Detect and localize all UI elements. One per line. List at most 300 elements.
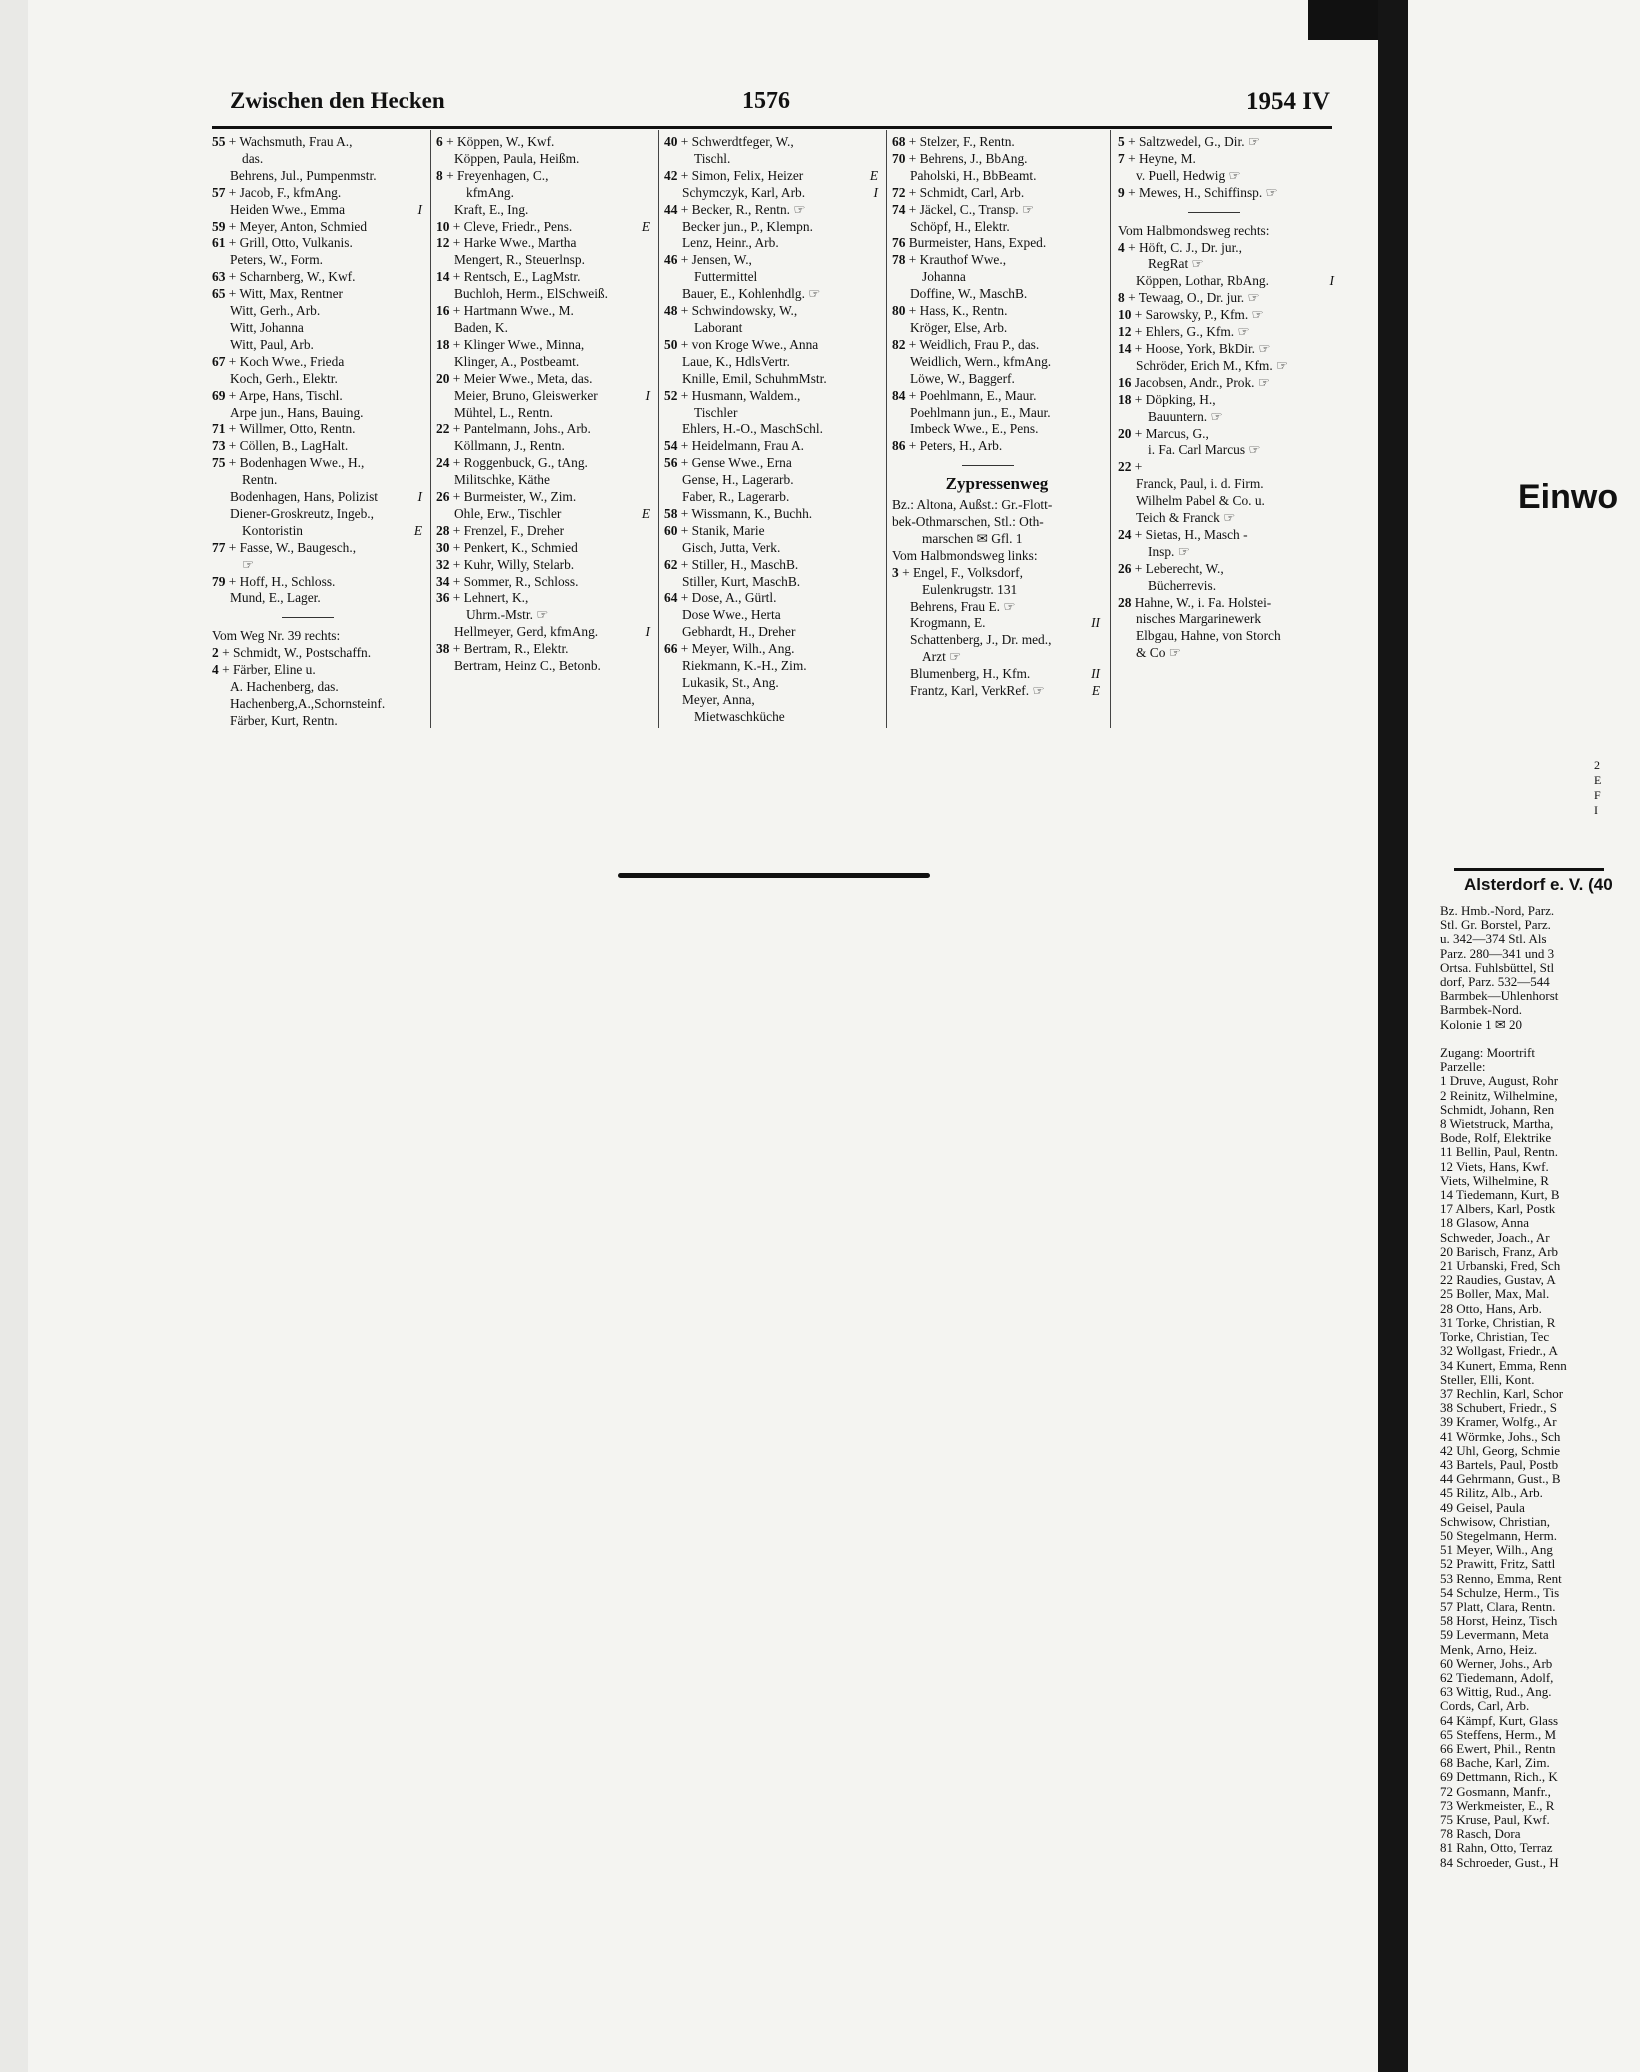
directory-entry [664,405,880,422]
entry-text: + Mewes, H., Schiffinsp. ☞ [1128,184,1278,200]
entry-text: Militschke, Käthe [454,472,550,488]
entry-text: Peters, W., Form. [230,252,323,268]
directory-entry [1118,256,1336,273]
house-number: 10 [436,218,450,234]
directory-entry [1118,628,1336,645]
directory-entry [664,388,880,405]
directory-entry [212,421,424,438]
facing-page-line: 25 Boller, Max, Mal. [1440,1286,1550,1302]
entry-text: Arzt ☞ [922,649,962,665]
directory-entry [212,320,424,337]
directory-entry [892,303,1102,320]
entry-text: + Klinger Wwe., Minna, [452,336,585,352]
directory-entry [1118,392,1336,409]
facing-page-line: 53 Renno, Emma, Rent [1440,1570,1562,1586]
entry-text: Jacobsen, Andr., Prok. ☞ [1134,374,1270,390]
facing-page-line: 22 Raudies, Gustav, A [1440,1272,1556,1288]
entry-text: Ohle, Erw., Tischler [454,505,562,521]
entry-text: Meier, Bruno, Gleiswerker [454,387,598,403]
directory-entry [892,565,1102,582]
directory-entry [212,590,424,607]
entry-text: Schröder, Erich M., Kfm. ☞ [1136,357,1289,373]
house-number: 48 [664,303,678,319]
directory-entry [1118,273,1336,290]
directory-entry [436,489,652,506]
entry-text: Witt, Johanna [230,319,304,335]
entry-text: + Roggenbuck, G., tAng. [452,455,588,471]
page-header [230,88,1330,122]
facing-page-line: Ortsa. Fuhlsbüttel, Stl [1440,959,1555,975]
facing-page-line: u. 342—374 Stl. Als [1440,931,1547,947]
directory-entry [212,134,424,151]
entry-text: + Penkert, K., Schmied [452,539,578,555]
directory-entry [664,692,880,709]
entry-text: + Krauthof Wwe., [908,252,1007,268]
entry-text: Insp. ☞ [1148,543,1190,559]
directory-entry [664,286,880,303]
facing-page-line: Steller, Elli, Kont. [1440,1371,1535,1387]
house-number: 72 [892,184,906,200]
facing-page-line: 32 Wollgast, Friedr., A [1440,1343,1558,1359]
entry-text: Mund, E., Lager. [230,590,321,606]
entry-text: Färber, Kurt, Rentn. [230,712,338,728]
facing-page-line: Schweder, Joach., Ar [1440,1229,1550,1245]
directory-entry [212,679,424,696]
directory-entry [664,168,880,185]
directory-entry [664,185,880,202]
directory-entry [436,624,652,641]
directory-entry [212,252,424,269]
house-number: 10 [1118,307,1132,323]
street-heading [892,476,1102,493]
directory-entry [1118,223,1336,240]
house-number: 52 [664,387,678,403]
directory-entry [212,405,424,422]
page-number: 1576 [742,88,790,114]
directory-entry [892,421,1102,438]
facing-page-line: 68 Bache, Karl, Zim. [1440,1755,1550,1771]
house-number: 36 [436,590,450,606]
directory-entry [212,269,424,286]
directory-entry [1118,493,1336,510]
entry-text: + Dose, A., Gürtl. [680,590,777,606]
house-number: 57 [212,184,226,200]
facing-page-fragment: F [1594,788,1601,802]
entry-text: Mühtel, L., Rentn. [454,404,553,420]
entry-text: Frantz, Karl, VerkRef. ☞ [910,683,1045,699]
entry-text: + Cöllen, B., LagHalt. [228,438,349,454]
house-number: 24 [1118,526,1132,542]
house-number: 84 [892,387,906,403]
entry-text: Meyer, Anna, [682,691,755,707]
entry-text: Doffine, W., MaschB. [910,286,1028,302]
directory-entry [664,574,880,591]
entry-text: Arpe jun., Hans, Bauing. [230,404,364,420]
directory-entry [436,455,652,472]
directory-entry [664,540,880,557]
directory-entry [436,337,652,354]
facing-page-line: 65 Steffens, Herm., M [1440,1726,1557,1742]
directory-entry [436,185,652,202]
entry-text: + Schmidt, W., Postschaffn. [222,645,372,661]
book-gutter [1378,0,1408,2072]
facing-page-line: 75 Kruse, Paul, Kwf. [1440,1812,1550,1827]
entry-text: Mietwaschküche [694,708,785,724]
column-2 [436,134,652,675]
entry-text: + Wachsmuth, Frau A., [228,134,353,149]
entry-text: + Fasse, W., Baugesch., [228,539,357,555]
directory-entry [892,320,1102,337]
entry-text: Gense, H., Lagerarb. [682,472,794,488]
entry-text: Burmeister, Hans, Exped. [908,235,1047,251]
house-number: 71 [212,421,226,437]
entry-text: Laborant [694,319,743,335]
house-number: 54 [664,438,678,454]
facing-page-line: Kolonie 1 ✉ 20 [1440,1016,1523,1032]
entry-text: bek-Othmarschen, Stl.: Oth- [892,514,1044,530]
directory-entry [436,641,652,658]
directory-entry [436,523,652,540]
directory-entry [212,645,424,662]
floor-mark: E [1091,683,1100,699]
facing-page-line: 17 Albers, Karl, Postk [1440,1201,1556,1217]
directory-entry [1118,341,1336,358]
directory-entry [1118,185,1336,202]
directory-entry [436,540,652,557]
entry-text: + Weidlich, Frau P., das. [908,336,1040,352]
house-number: 69 [212,387,226,403]
entry-text: + Köppen, W., Kwf. [446,134,555,149]
directory-entry [892,185,1102,202]
entry-text: Teich & Franck ☞ [1136,510,1236,526]
directory-entry [436,421,652,438]
facing-page-listing [1440,904,1640,1870]
directory-entry [892,531,1102,548]
entry-text: Rentn. [242,472,278,488]
directory-entry [212,303,424,320]
facing-page-line: Stl. Gr. Borstel, Parz. [1440,917,1551,933]
house-number: 79 [212,573,226,589]
entry-text: Wilhelm Pabel & Co. u. [1136,493,1265,509]
entry-text: Hahne, W., i. Fa. Holstei- [1134,594,1272,610]
entry-text: + Behrens, J., BbAng. [908,150,1028,166]
house-number: 75 [212,455,226,471]
column-1 [212,134,424,730]
directory-entry [436,607,652,624]
entry-text: + Jäckel, C., Transp. ☞ [908,201,1034,217]
directory-entry [664,303,880,320]
entry-text: + Meyer, Wilh., Ang. [680,641,795,657]
entry-text: + Sommer, R., Schloss. [452,573,579,589]
entry-text: Johanna [922,269,966,285]
directory-entry [664,320,880,337]
entry-text: Becker jun., P., Klempn. [682,218,813,234]
floor-mark: II [1091,615,1100,631]
entry-text: Kraft, E., Ing. [454,201,529,217]
floor-mark: I [645,624,650,640]
house-number: 50 [664,336,678,352]
entry-text: das. [242,150,264,166]
entry-text: + Sietas, H., Masch - [1134,526,1248,542]
column-4 [892,134,1102,700]
house-number: 59 [212,218,226,234]
directory-entry [436,557,652,574]
directory-entry [212,506,424,523]
directory-entry [664,709,880,726]
facing-page-line: 54 Schulze, Herm., Tis [1440,1584,1560,1600]
entry-text: + Färber, Eline u. [222,662,316,678]
house-number: 70 [892,150,906,166]
directory-entry [1118,240,1336,257]
directory-entry [212,388,424,405]
directory-entry [892,599,1102,616]
facing-page-line: 50 Stegelmann, Herm. [1440,1527,1557,1543]
directory-entry [664,607,880,624]
entry-text: kfmAng. [466,184,514,200]
entry-text: ☞ [242,556,255,572]
facing-page-line: 59 Levermann, Meta [1440,1627,1549,1643]
house-number: 58 [664,505,678,521]
directory-entry [892,582,1102,599]
facing-page-line: Menk, Arno, Heiz. [1440,1641,1538,1657]
entry-text: marschen ✉ Gfl. 1 [922,530,1023,546]
house-number: 9 [1118,184,1125,200]
entry-text: + Marcus, G., [1134,425,1209,441]
directory-entry [892,666,1102,683]
directory-entry [892,235,1102,252]
directory-entry [664,151,880,168]
directory-entry [1118,578,1336,595]
facing-page-line: 20 Barisch, Franz, Arb [1440,1243,1559,1259]
house-number: 28 [436,522,450,538]
directory-entry [664,421,880,438]
directory-entry [892,683,1102,700]
house-number: 60 [664,522,678,538]
column-divider [658,130,659,728]
facing-page-heading: Einwo [1518,478,1619,516]
directory-entry [664,641,880,658]
facing-page-line: 39 Kramer, Wolfg., Ar [1440,1414,1557,1430]
entry-text: + Freyenhagen, C., [446,167,549,183]
directory-entry [1118,375,1336,392]
entry-text: + Hass, K., Rentn. [908,303,1008,319]
entry-text: Blumenberg, H., Kfm. [910,666,1031,682]
directory-entry [436,405,652,422]
directory-entry [1118,307,1336,324]
directory-entry [892,514,1102,531]
house-number: 4 [212,662,219,678]
directory-entry [664,337,880,354]
street-title: Zwischen den Hecken [230,88,445,113]
directory-entry [436,438,652,455]
entry-text: Hellmeyer, Gerd, kfmAng. [454,624,599,640]
entry-text: + Peters, H., Arb. [908,438,1003,454]
header-rule [212,126,1332,129]
entry-text: Klinger, A., Postbeamt. [454,353,580,369]
entry-text: + Grill, Otto, Vulkanis. [228,235,353,251]
directory-entry [892,632,1102,649]
column-5 [1118,134,1336,662]
entry-text: + Burmeister, W., Zim. [452,489,577,505]
entry-text: Schöpf, H., Elektr. [910,218,1010,234]
directory-entry [1118,476,1336,493]
floor-mark: I [873,184,878,200]
directory-entry [892,548,1102,565]
directory-entry [212,523,424,540]
floor-mark: E [413,522,422,538]
directory-entry [212,337,424,354]
directory-entry [892,388,1102,405]
directory-entry [892,371,1102,388]
directory-entry [1118,544,1336,561]
house-number: 40 [664,134,678,149]
entry-text: Tischler [694,404,738,420]
entry-text: + Pantelmann, Johs., Arb. [452,421,591,437]
entry-text: Bücherrevis. [1148,577,1217,593]
facing-page-line: 34 Kunert, Emma, Renn [1440,1357,1567,1373]
entry-text: + Rentsch, E., LagMstr. [452,269,581,285]
house-number: 12 [436,235,450,251]
house-number: 8 [1118,290,1125,306]
column-divider [430,130,431,728]
directory-entry [436,134,652,151]
directory-entry [892,438,1102,455]
entry-text: Witt, Paul, Arb. [230,336,314,352]
house-number: 12 [1118,324,1132,340]
facing-page-line: 37 Rechlin, Karl, Schor [1440,1385,1564,1401]
house-number: 61 [212,235,226,251]
directory-entry [212,489,424,506]
section-end-divider [618,873,930,878]
facing-page-line: Bz. Hmb.-Nord, Parz. [1440,903,1555,918]
entry-text: Elbgau, Hahne, von Storch [1136,628,1281,644]
house-number: 20 [436,370,450,386]
entry-text: Riekmann, K.-H., Zim. [682,658,807,674]
entry-text: Köppen, Lothar, RbAng. [1136,273,1269,289]
directory-entry [212,202,424,219]
directory-entry [436,590,652,607]
floor-mark: E [869,167,878,183]
directory-entry [892,134,1102,151]
entry-text: Hachenberg,A.,Schornsteinf. [230,696,386,711]
directory-entry [1118,595,1336,612]
entry-text: Krogmann, E. [910,615,986,631]
directory-entry [664,557,880,574]
facing-page-line: 44 Gehrmann, Gust., B [1440,1471,1561,1487]
entry-text: + Harke Wwe., Martha [452,235,577,251]
entry-text: v. Puell, Hedwig ☞ [1136,167,1241,183]
facing-page-line: 58 Horst, Heinz, Tisch [1440,1613,1558,1629]
entry-text: Kontoristin [242,522,304,538]
house-number: 65 [212,286,226,302]
entry-text: + von Kroge Wwe., Anna [680,336,819,352]
directory-entry [664,202,880,219]
house-number: 42 [664,167,678,183]
entry-text: + Witt, Max, Rentner [228,286,343,302]
house-number: 86 [892,438,906,454]
entry-text: + Saltzwedel, G., Dir. ☞ [1128,134,1260,149]
directory-entry [892,168,1102,185]
house-number: 46 [664,252,678,268]
entry-text: Bertram, Heinz C., Betonb. [454,658,601,674]
house-number: 62 [664,556,678,572]
facing-page-line: 45 Rilitz, Alb., Arb. [1440,1485,1543,1501]
entry-text: Bauuntern. ☞ [1148,408,1223,424]
facing-page-line: 2 Reinitz, Wilhelmine, [1440,1087,1558,1103]
entry-text: + Stelzer, F., Rentn. [908,134,1015,149]
entry-text: + Ehlers, G., Kfm. ☞ [1134,324,1250,340]
directory-entry [892,151,1102,168]
directory-entry [436,151,652,168]
year-part: 1954 IV [1245,88,1330,115]
entry-text: Schymczyk, Karl, Arb. [682,184,806,200]
entry-text: & Co ☞ [1136,645,1181,661]
facing-page-line: Schwisow, Christian, [1440,1513,1551,1529]
directory-entry [436,252,652,269]
house-number: 67 [212,353,226,369]
directory-entry [212,455,424,472]
entry-text: Kröger, Else, Arb. [910,319,1008,335]
directory-entry [436,506,652,523]
entry-text: i. Fa. Carl Marcus ☞ [1148,442,1261,458]
entry-text: Poehlmann jun., E., Maur. [910,404,1051,420]
directory-entry [1118,561,1336,578]
facing-page-line: Cords, Carl, Arb. [1440,1698,1530,1714]
house-number: 24 [436,455,450,471]
facing-page-line: 11 Bellin, Paul, Rentn. [1440,1144,1558,1160]
directory-entry [212,713,424,730]
entry-text: Vom Weg Nr. 39 rechts: [212,628,341,644]
directory-entry [436,168,652,185]
directory-entry [892,337,1102,354]
entry-text: + Engel, F., Volksdorf, [902,564,1023,580]
entry-separator [282,617,334,618]
facing-page-line: Schmidt, Johann, Ren [1440,1101,1555,1117]
entry-text: + Hoff, H., Schloss. [228,573,336,589]
entry-text: + Koch Wwe., Frieda [228,353,345,369]
facing-page-line: 42 Uhl, Georg, Schmie [1440,1442,1560,1458]
entry-text: Bauer, E., Kohlenhdlg. ☞ [682,286,821,302]
entry-text: Behrens, Jul., Pumpenmstr. [230,167,377,183]
directory-entry [436,658,652,675]
directory-entry [1118,459,1336,476]
facing-page-line: Parz. 280—341 und 3 [1440,945,1555,961]
house-number: 63 [212,269,226,285]
house-number: 66 [664,641,678,657]
entry-text: + Cleve, Friedr., Pens. [452,218,573,234]
directory-entry [892,269,1102,286]
facing-page [1408,0,1619,2072]
facing-page-line: 49 Geisel, Paula [1440,1499,1525,1515]
entry-text: + Leberecht, W., [1134,560,1224,576]
facing-page-line: 62 Tiedemann, Adolf, [1440,1669,1554,1685]
directory-entry [212,286,424,303]
directory-entry [664,252,880,269]
entry-text: + Meier Wwe., Meta, das. [452,370,593,386]
floor-mark: E [641,505,650,521]
entry-text: Faber, R., Lagerarb. [682,489,790,505]
entry-text: + Lehnert, K., [452,590,529,606]
entry-text: Mengert, R., Steuerlnsp. [454,252,585,268]
entry-text: + Scharnberg, W., Kwf. [228,269,356,285]
entry-text: Diener-Groskreutz, Ingeb., [230,505,374,521]
entry-text: Zypressenweg [945,474,1049,494]
directory-entry [212,540,424,557]
floor-mark: I [417,201,422,217]
directory-entry [892,615,1102,632]
directory-entry [892,219,1102,236]
facing-page-line: 81 Rahn, Otto, Terraz [1440,1840,1553,1856]
